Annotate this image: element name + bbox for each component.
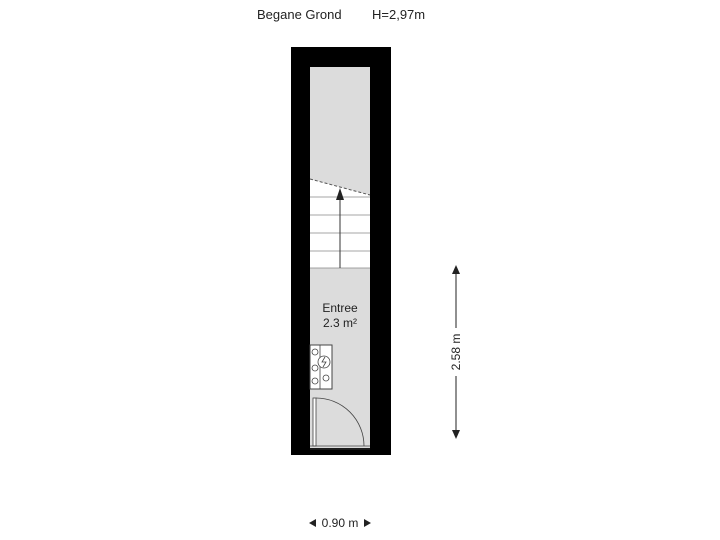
height-dimension bbox=[449, 265, 463, 439]
arrow-up-icon bbox=[452, 265, 460, 274]
room-area: 2.3 m² bbox=[322, 316, 358, 330]
width-dimension-label: 0.90 m bbox=[321, 516, 359, 530]
width-dimension bbox=[309, 516, 371, 530]
room-name: Entree bbox=[322, 301, 358, 315]
floor-name: Begane Grond bbox=[257, 7, 342, 22]
arrow-down-icon bbox=[452, 430, 460, 439]
arrow-right-icon bbox=[364, 519, 371, 527]
staircase bbox=[310, 179, 370, 268]
arrow-left-icon bbox=[309, 519, 316, 527]
height-dimension-label: 2.58 m bbox=[449, 333, 463, 371]
electrical-symbol-icon bbox=[318, 356, 330, 368]
floor-height: H=2,97m bbox=[372, 7, 426, 22]
